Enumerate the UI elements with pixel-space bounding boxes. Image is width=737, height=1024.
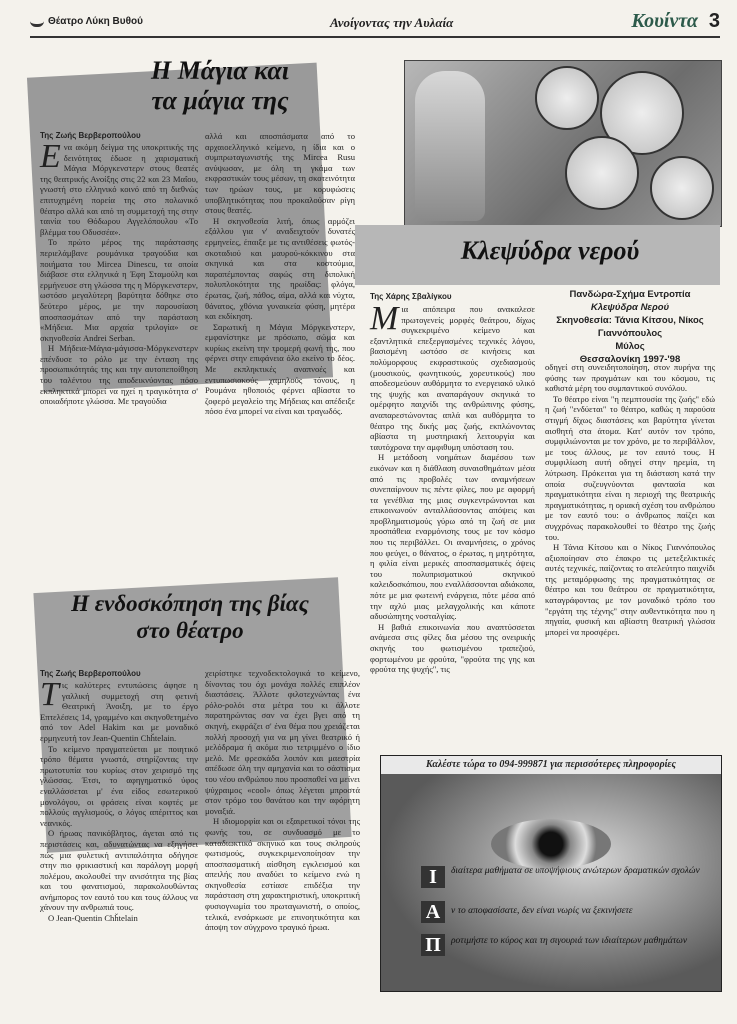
vias-title-line2: στο θέατρο <box>136 618 244 643</box>
mageia-byline: Της Ζωής Βερβεροπούλου <box>40 131 141 140</box>
klepsydra-credits <box>545 288 715 366</box>
paragraph: Η μετάδοση νοημάτων διαμέσου των εικόνων και η διάθλαση συναισθημάτων μέσα από τις προβολές των αναμνήσεων συνεπαίρνουν τις πέντε φίλες, που με αφορμή τα γενέθλια της μιας συγκεντρώνονται και επικοινωνούν ανταλλάσσοντας απόψεις και προβληματισμούς γύρω από τη ζωή σε μια προσπάθεια εναρμόνισης τους με τον κόσμο που τις περιβάλλει. Οι αναμνήσεις, ο χρόνος που φεύγει, ο θάνατος, ο έρωτας, η μητρότητα, η φιλία είναι μερικές αποσπασματικές όψεις του πολυπρισματικού σκηνικού καλειδοσκόπιου, που εναλλάσσονται αδιάκοπα, πότε με μια φωτεινή ενάργεια, πότε μέσα από την αχλύ μιας μελαγχολικής και κάποτε αδυσώπητης νοσταλγίας. <box>370 452 535 622</box>
mageia-title <box>110 56 330 116</box>
paragraph: χειρίστηκε τεχνοδεκτολογικά το κείμενο, δίνοντας του όχι μονάχα πολλές επιπλέον διαστάσεις. Άλλοτε φιλοτεχνώντας ένα ρόλο-ρολόι στα μέτρα του κι άλλοτε παρατηρώντας σαν να έχει βγει από τη σκηνή, εκφράζει σ' ένα θέμα που χρειάζεται πολλή προσοχή για να μη γίνει θεατρικό ή μελόδραμα ή ακόμα πιο τετριμμένο ο ίδιο μελό. Με φρεσκάδα λοιπόν και μαεστρία απέδωσε όλη την αμηχανία και το σάστισμα του νέου ανθρώπου που προσπαθεί να μείνει ψύχραιμος «cool» όπως λέγεται μπροστά στον τρόμο του θανάτου και την αφόρητη μοναξιά. <box>205 668 360 816</box>
paragraph: αλλά και αποσπάσματα από το αρχαιοελληνικό κείμενο, η ίδια και ο συμπρωταγωνιστής της Mircea Rusu ανύψωσαν, με όλη τη γκάμα των εκφραστικών τους μέσων, τη σκοτεινότητα των ηρώων τους, με κορυφώσεις υποβλητικότητας που προκαλούσαν ρίγη στους θεατές. <box>205 131 355 216</box>
dropcap: Μ <box>370 300 399 337</box>
vias-title-line1: Η ενδοσκόπηση της βίας <box>71 591 309 616</box>
paragraph: Ο Jean-Quentin Chȟtelain <box>48 913 138 924</box>
paragraph: Το θέατρο είναι "η πεμπτουσία της ζωής" εδώ η ζωή "ενδύεται" το θέατρο, καθώς η παρούσα στιγμή δίχως διαστάσεις και βαρύτητα γίνεται αισθητή στα άτομα. Κατ' αυτόν τον τρόπο, συμφιλιώνονται με τον χρόνο, με το περιβάλλον, με τους άλλους, με τον εαυτό τους. Η συμφιλίωση αυτή οδηγεί στην ηρεμία, τη λύτρωση. Πρόκειται για τη διάσταση κατά την οποία συζευγνύονται φαντασία και πραγματικότητα είναι η περιοχή της θεατρικής πραγματικότητας, η οριακή σχέση του ανθρώπου με τον εαυτό του: ο άνθρωπος παίζει και συγχρόνως παρακολουθεί το θέατρο της ζωής του. <box>545 393 715 542</box>
vias-column-1 <box>40 676 198 1000</box>
klepsydra-title: Κλεψύδρα νερού <box>460 236 640 265</box>
paragraph: Η βαθιά επικοινωνία που αναπτύσσεται ανάμεσα στις φίλες δια μέσου της ονειρικής σκηνής του φωτισμένου τραπεζιού, φορτωμένου με φρούτα, "φρούτα της γης και φρούτα της ψυχής", τις <box>370 621 535 675</box>
ad-line: ροτιμήστε το κύρος και τη σιγουριά των ιδιαίτερων μαθημάτων <box>451 936 688 946</box>
paragraph: Η Τάνια Κίτσου και ο Νίκος Γιαννόπουλος αξιοποίησαν στο έπακρο τις μετεξελικτικές αυτές τεχνικές, παίζοντας το ατελεύτητο παιχνίδι της μεταμόρφωσης της πραγματικότητας σε θέατρο και του θεάτρου σε πραγματικότητα, καταγράφοντας με τον μοναδικό τρόπο του "εργάτη της τέχνης" στην αυθεντικότητα που η πηγαία, φυσική και αβίαστη θεατρική γλώσσα μπορεί να προσφέρει. <box>545 542 715 637</box>
mageia-title-line1: Η Μάγια και <box>150 56 290 85</box>
klepsydra-column-1 <box>370 300 535 746</box>
paragraph: Το πρώτο μέρος της παράστασης περιελάμβανε ρουμάνικα τραγούδια και ποιήματα του Mircea Dinescu, τα οποία διάβασε στα ελληνικά η Έφη Σταμούλη και ερμήνευσε στη γλώσσα της η Μόργκενστερν, ωστόσο μεγαλύτερη βαρύτητα δόθηκε στο δεύτερο μέρος, με την παρουσίαση αποσπασμάτων από την παράσταση «Μήδεια. Μια αρχαία τριλογία» σε σκηνοθεσία Andrei Serban. <box>40 237 198 343</box>
paragraph: Τις καλύτερες εντυπώσεις άφησε η γαλλική συμμετοχή στη φετινή Θεατρική Άνοιξη, με το έργο Επτελέσεις 14, γραμμένο και σκηνοθετημένο από τον Adel Hakim και με μοναδικό ερμηνευτή τον Jean-Quentin Chȟtelain. <box>40 676 198 743</box>
klepsydra-column-2 <box>545 362 715 747</box>
magazine-logo: Κουίντα <box>631 10 698 32</box>
boat-icon <box>30 16 44 27</box>
ad-letter: Π <box>421 934 445 956</box>
dropcap: Τ <box>40 676 59 713</box>
credits-line: Κλεψύδρα Νερού <box>590 302 670 313</box>
child-figure <box>415 71 485 221</box>
ad-line: διαίτερα μαθήματα σε υποψήφιους ανώτερων δραματικών σχολών <box>451 866 700 876</box>
mageia-column-1 <box>40 138 198 407</box>
vias-column-2 <box>205 668 360 1013</box>
ad-phone-line: Καλέστε τώρα το 094-999871 για περισσότερες πληροφορίες <box>426 759 676 770</box>
clock-icon <box>565 136 639 210</box>
credits-line: Σκηνοθεσία: Τάνια Κίτσου, Νίκος Γιαννόπουλος <box>556 315 704 339</box>
paragraph: Η σκηνοθεσία λιτή, όπως αρμόζει εξάλλου για ν' αναδειχτούν δυνατές ερμηνείες, έπαιξε με τις αντιθέσεις φωτός-σκοταδιού και μαυρού-κόκκινου στα σκηνικά και στα κοστούμια, παραπέμποντας σαφώς στη διπολική πολυπλοκότητα της ηρωίδας: φλόγα, έρωτας, ζωή, πάθος, αίμα, αλλά και νύχτα, θάνατος, χθόνια γυναικεία φύση, μητέρα και εκδίκηση. <box>205 215 355 322</box>
paragraph: οδηγεί στη συνειδητοποίηση, στον πυρήνα της φύσης των πραγμάτων και του κόσμου, τις καθιστά μέρη του συμπαντικού συνόλου. <box>545 362 715 394</box>
klepsydra-byline: Της Χάρης Σβαλίγκου <box>370 292 452 301</box>
paragraph: Σαρωτική η Μάγια Μόργκενστερν, εμφανίστηκε με πρόσωπο, σώμα και κυρίως εκείνη την τρομερή φωνή της, που φέρνει στην επιφάνεια όλο εκείνο το δέος. Με εκπληκτικές αναπνοές και εντυπωσιακούς χαμηλούς τόνους, η Ρουμάνα ηθοποιός φέρνει αβίαστα το ζοφερό μεγαλείο της Μήδειας και απέδειξε πόσο ένα μπορεί να είναι και τραγωδός. <box>205 321 355 417</box>
credits-line: Θεσσαλονίκη 1997-'98 <box>579 354 681 365</box>
eye-icon <box>491 819 611 869</box>
vias-title <box>40 590 340 644</box>
header-section-title: Ανοίγοντας την Αυλαία <box>330 15 454 30</box>
credits-line: Μύλος <box>615 341 645 352</box>
theatre-name: Θέατρο Λύκη Βυθού <box>48 16 143 28</box>
clocks-photo <box>404 60 722 227</box>
clock-icon <box>650 156 714 220</box>
mageia-title-line2: τα μάγια της <box>151 86 289 115</box>
ad-letter: Ι <box>421 866 445 888</box>
paragraph: Μια απόπειρα που ανακαλεσε πρωτογενείς μορφές θεάτρου, δίχως συγκεκριμένο κείμενο και εξαντλητικά επεξεργασμένες τεχνικές λόγου, βασισμένη ωστόσο σε κινήσεις και πολύμορφους εκφραστικούς σχεδιασμούς (μουσικούς, φωνητικούς, χορευτικούς) που αποδεσμεύουν αυθόρμητα το ενεργειακό υλικό της ψυχής και αναπαράγουν σκηνικά το ομέρφητο παιχνίδι της ανθρώπινης φύσης, αναπαρεστώνοντας απλά και αυθόρμητα το θέατρο της δικής μας ζωής, εκπλώνοντας αβίαστα τη μυστηριακή λειτουργία και ταυτόχρονα την αμφιθυμη υπόσταση του. <box>370 300 535 452</box>
paragraph: Η Μήδεια-Μάγια-μάγισσα-Μόργκενστερν επένδυσε το ρόλο με την ένταση της προσωπικότητάς της και την αυτοπεποίθηση του ταλέντου της αποδεικνύοντας πόσο εκπληκτικά μπορεί να ηχεί η τραγικότητα σ' οποιαδήποτε γλώσσα. Με τραγούδια <box>40 343 198 407</box>
credits-line: Πανδώρα-Σχήμα Εντροπία <box>569 289 691 300</box>
ad-line: ν το αποφασίσατε, δεν είναι νωρίς να ξεκινήσετε <box>451 906 633 916</box>
page-header <box>30 10 720 38</box>
paragraph: Η ιδιομορφία και οι εξαιρετικοί τόνοι της φωνής του, σε συνδυασμό με το καταδιωκτικό σκηνικό και τους σκληρούς φωτισμούς, συγκεκριμενοποίησαν την αποσπασματική αίσθηση εγκλεισμού και απειλής που αναδύει το κείμενο ενώ η σκηνοθεσία εστίασε επιδέξια την παράσταση στη χαρακτηριστική, υποκριτική φυσιογνωμία του πρωταγωνιστή, ο οποίος, τελικά, ενσάρκωσε με επινοητικότητα και άποψη τον σύγχρονο τραγικό ήρωα. <box>205 816 360 933</box>
ad-letter: Α <box>421 901 445 923</box>
vias-byline: Της Ζωής Βερβεροπούλου <box>40 669 141 678</box>
page-number: 3 <box>708 10 720 32</box>
lessons-advertisement <box>380 755 722 992</box>
paragraph: Το κείμενο πραγματεύεται με ποιητικό τρόπο θέματα γνωστά, στηρίζοντας την πρωτοτυπία του κυρίως στον χειρισμό της γλώσσας. Έτσι, το αφηγηματικό ύφος εναλλάσσεται μ' ένα είδος εσωτερικού μονολόγου, οι φράσεις είναι κοφτές με πολλούς αγγλισμούς, ο λόγος απέριττος και νεανικός. <box>40 743 198 828</box>
paragraph: Ο ήρωας πανικόβλητος, άγεται από τις περιστάσεις και, αδυνατώντας να εξηγήσει πώς μια φυλετική αντιπαλότητα οδήγησε στην πιο φρικιαστική και παράλογη μορφή πολέμου, ακολουθεί την ανισότητα της βίας και του φανατισμού, παρακολουθώντας ανήμπορος τον εαυτό του και τους άλλους να χάνουν την ανθρωπιά τους. <box>40 828 198 913</box>
dropcap: Ε <box>40 138 61 175</box>
header-left <box>30 16 143 27</box>
paragraph: Ενα ακόμη δείγμα της υποκριτικής της δεινότητας έδωσε η χαρισματική Μάγια Μόργκενστερν στους θεατές της θεατρικής Ανοίξης στις 22 και 23 Μαΐου, γνωστή στο ελληνικό κοινό από τη διεθνώς επιτυχημένη πορεία της στο πολωνικό θέατρο αλλά και από τη συμμετοχή της στην ταινία του Θόδωρου Αγγελόπουλου «Το βλέμμα του Οδυσσέα». <box>40 138 198 237</box>
clock-icon <box>535 66 599 130</box>
mageia-column-2 <box>205 131 355 417</box>
